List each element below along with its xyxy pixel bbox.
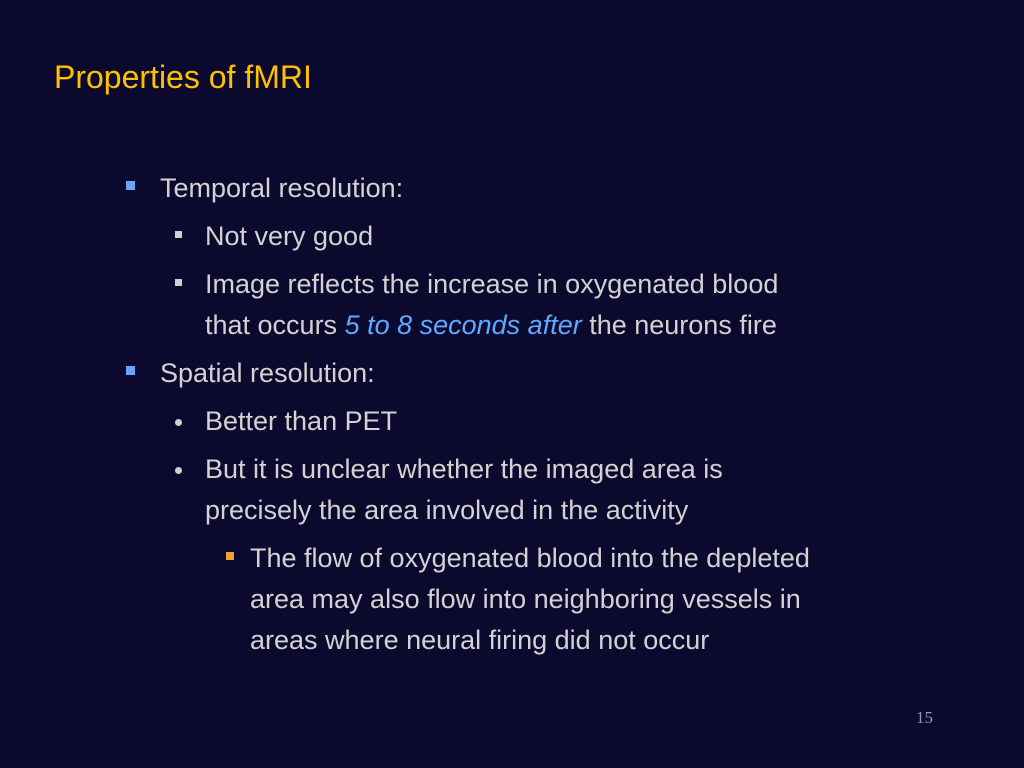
round-bullet-icon [175,449,182,490]
bullet-text-line2: area may also flow into neighboring vessels in [250,584,801,614]
square-bullet-icon [175,264,182,305]
square-bullet-icon [226,538,234,579]
round-bullet-icon [175,401,182,442]
square-bullet-icon [126,168,135,209]
page-number: 15 [916,708,933,727]
slide-body [120,168,920,668]
bullet-unclear-area [120,449,920,531]
bullet-text: Not very good [205,221,374,251]
square-bullet-icon [175,216,182,257]
bullet-text: Spatial resolution: [160,358,375,388]
bullet-text-after: the neurons fire [581,310,777,340]
bullet-text-line1: The flow of oxygenated blood into the depleted [250,543,810,573]
bullet-flow-of-blood [120,538,920,661]
bullet-text-line3: areas where neural firing did not occur [250,625,710,655]
bullet-text-before: that occurs [205,310,345,340]
bullet-image-reflects [120,264,920,346]
slide-title: Properties of fMRI [54,59,312,95]
bullet-temporal-resolution [120,168,920,209]
bullet-text-line2: precisely the area involved in the activity [205,495,689,525]
bullet-text: Temporal resolution: [160,173,404,203]
bullet-text: Better than PET [205,406,398,436]
emphasis-text: 5 to 8 seconds after [344,310,582,340]
square-bullet-icon [126,353,135,394]
bullet-better-than-pet [120,401,920,442]
bullet-spatial-resolution [120,353,920,394]
bullet-not-very-good [120,216,920,257]
bullet-text-line1: But it is unclear whether the imaged area is [205,454,723,484]
bullet-text-line1: Image reflects the increase in oxygenated blood [205,269,779,299]
